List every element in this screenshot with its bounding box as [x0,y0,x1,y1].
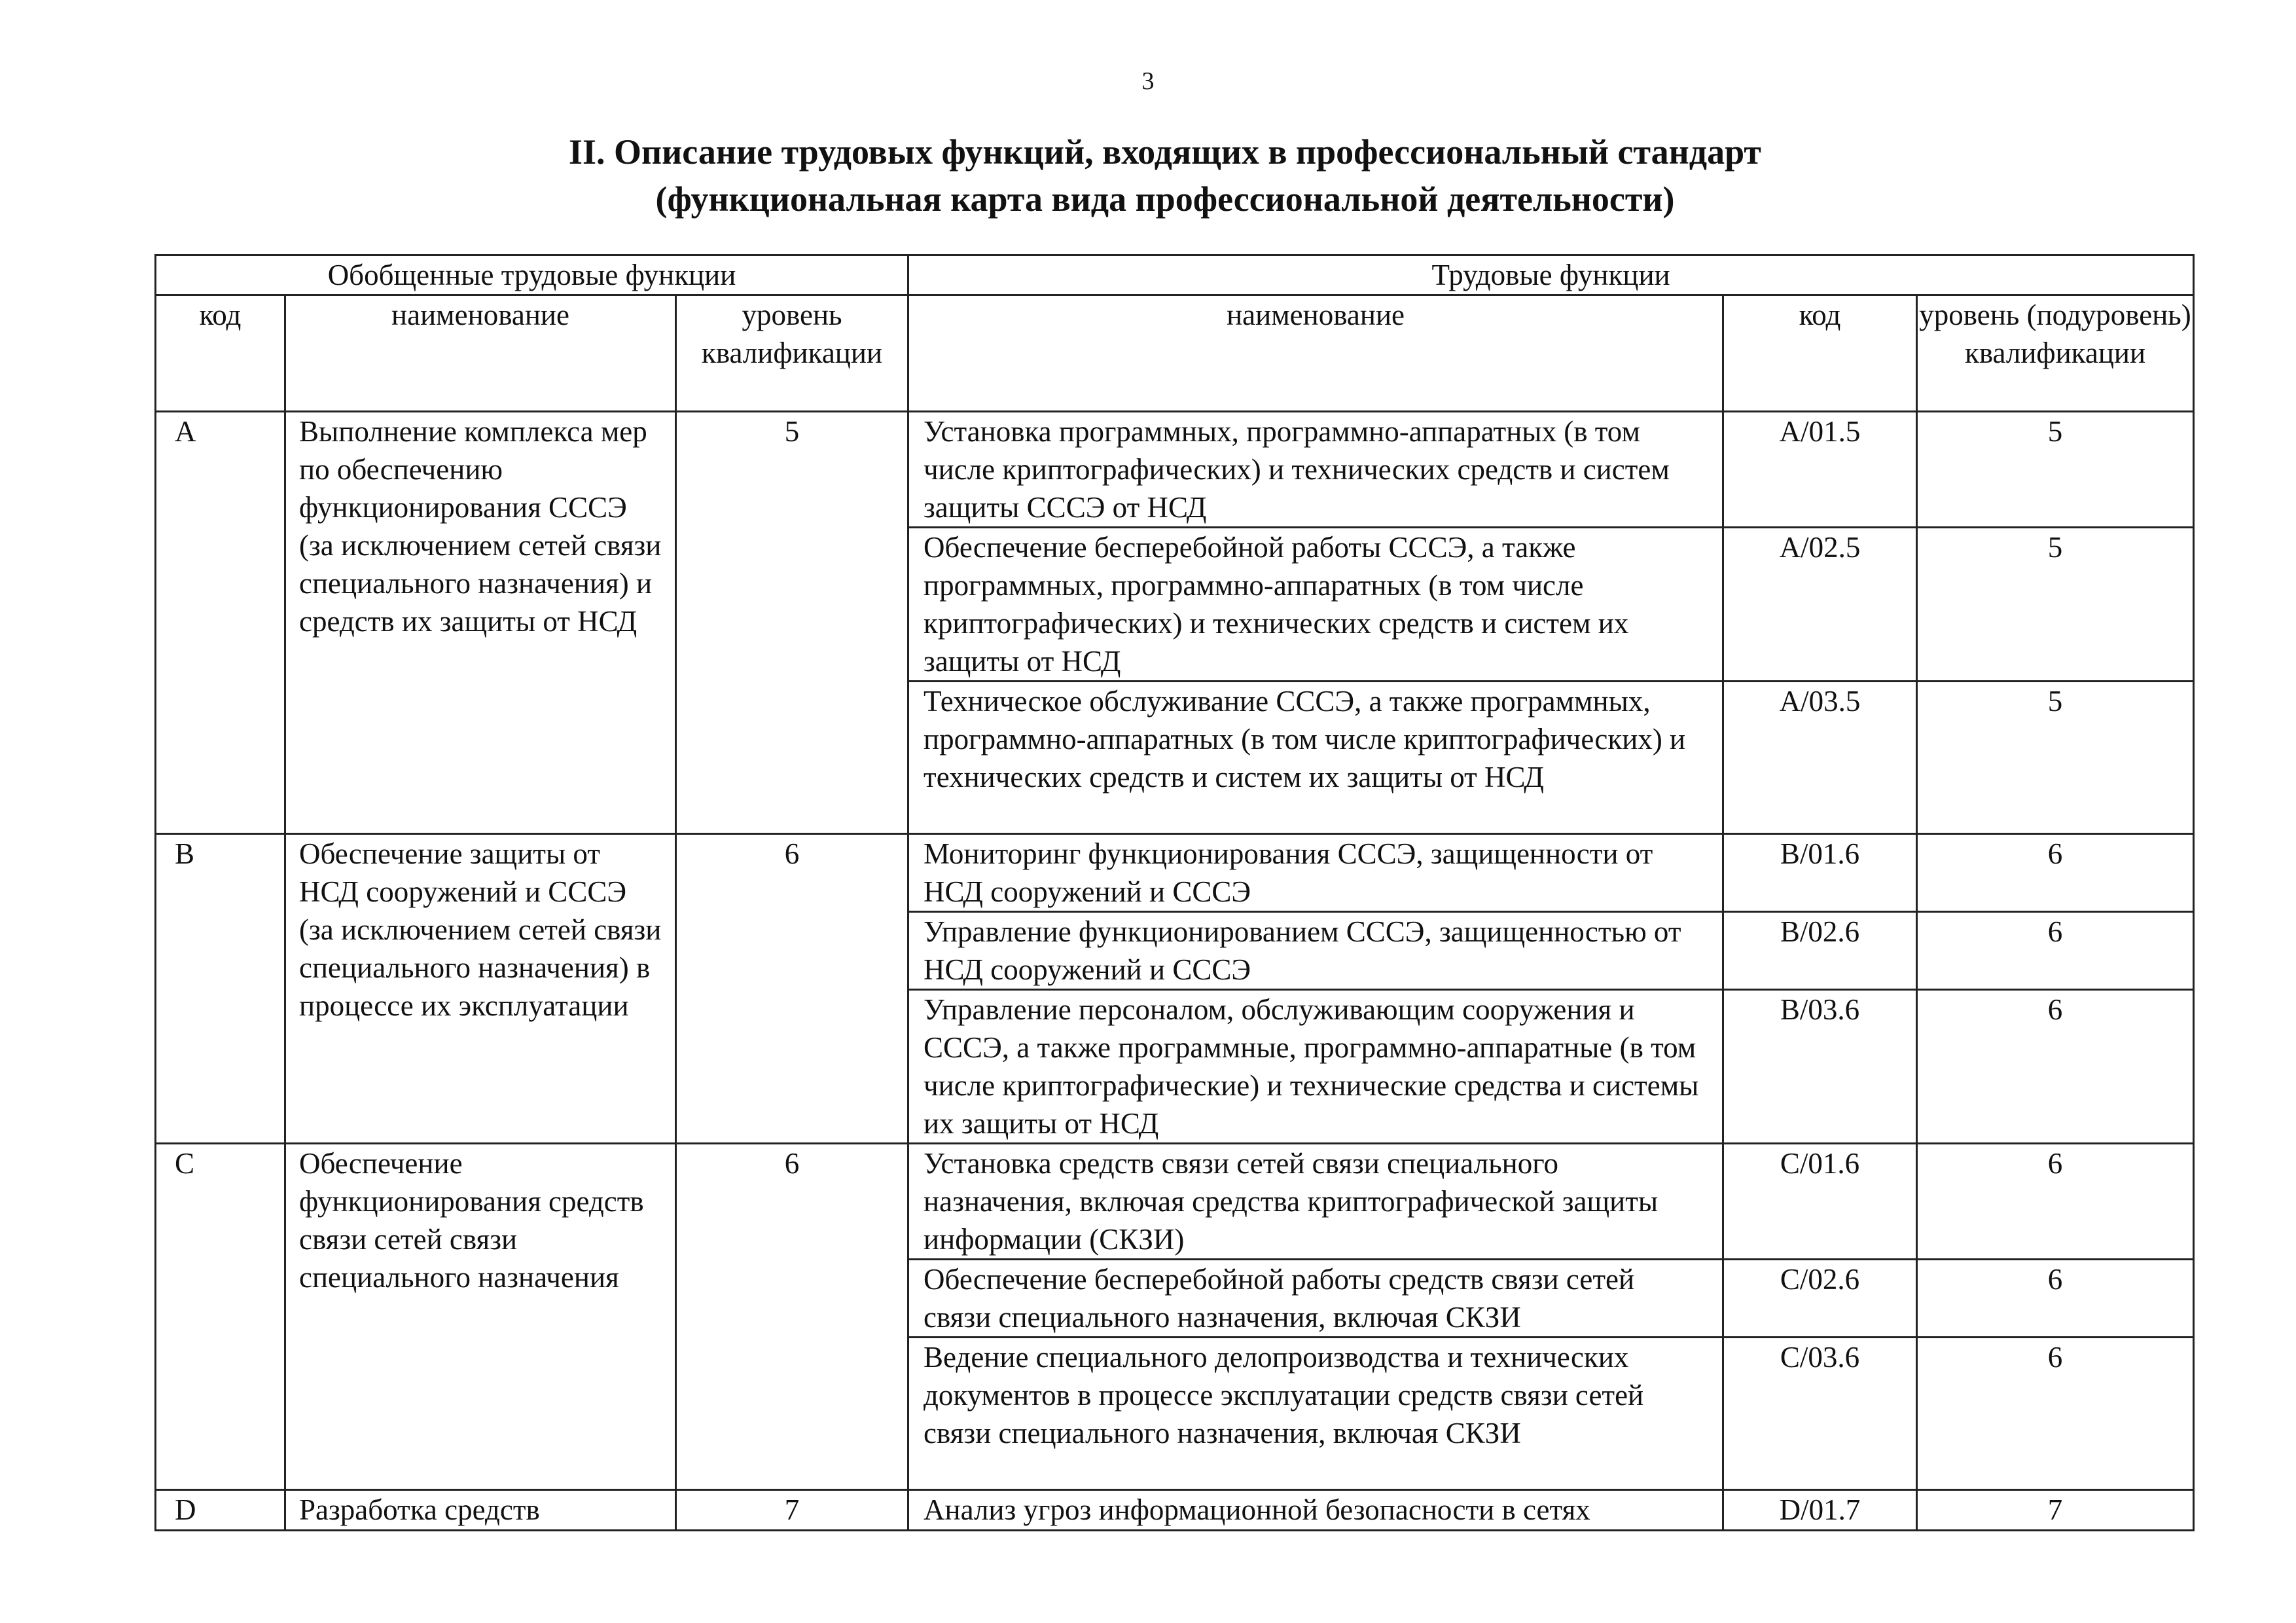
column-header-function-code: код [1723,295,1917,412]
header-labor-functions: Трудовые функции [908,255,2194,295]
group-code: A [156,412,285,834]
function-name: Анализ угроз информационной безопасности в сетях [908,1490,1723,1531]
function-code: A/03.5 [1723,682,1917,834]
table-row [156,412,2194,528]
table-row [156,1144,2194,1260]
table-row [156,1490,2194,1531]
function-code: C/03.6 [1723,1338,1917,1490]
section-title [0,128,2296,223]
function-code: C/02.6 [1723,1260,1917,1338]
column-header-function-name: наименование [908,295,1723,412]
function-name: Ведение специального делопроизводства и технических документов в процессе эксплуатации средств связи сетей связи специального назначения, включая СКЗИ [908,1338,1723,1490]
group-code: C [156,1144,285,1490]
function-name: Установка программных, программно-аппаратных (в том числе криптографических) и технических средств и систем защиты СССЭ от НСД [908,412,1723,528]
function-name: Обеспечение бесперебойной работы СССЭ, а также программных, программно-аппаратных (в том числе криптографических) и технических средств и систем их защиты от НСД [908,528,1723,682]
function-code: B/01.6 [1723,834,1917,912]
group-code: B [156,834,285,1144]
header-generalized-functions: Обобщенные трудовые функции [156,255,908,295]
function-code: A/02.5 [1723,528,1917,682]
page-number: 3 [1141,67,1155,95]
functional-map-table [154,254,2195,1531]
function-name: Обеспечение бесперебойной работы средств связи сетей связи специального назначения, включая СКЗИ [908,1260,1723,1338]
table-row [156,834,2194,912]
function-level: 6 [1917,834,2194,912]
function-code: B/03.6 [1723,990,1917,1144]
function-name: Управление персоналом, обслуживающим сооружения и СССЭ, а также программные, программно-аппаратные (в том числе криптографические) и технические средства и системы их защиты от НСД [908,990,1723,1144]
function-code: C/01.6 [1723,1144,1917,1260]
function-level: 7 [1917,1490,2194,1531]
group-level: 5 [676,412,908,834]
column-header-code: код [156,295,285,412]
section-title-line-1: II. Описание трудовых функций, входящих в профессиональный стандарт [569,132,1761,172]
function-level: 6 [1917,912,2194,990]
function-level: 6 [1917,1144,2194,1260]
column-header-level: уровень квалификации [676,295,908,412]
function-name: Управление функционированием СССЭ, защищенностью от НСД сооружений и СССЭ [908,912,1723,990]
function-level: 5 [1917,412,2194,528]
group-name: Выполнение комплекса мер по обеспечению функционирования СССЭ (за исключением сетей связи специального назначения) и средств их защиты от НСД [285,412,676,834]
group-level: 7 [676,1490,908,1531]
function-name: Установка средств связи сетей связи специального назначения, включая средства криптографической защиты информации (СКЗИ) [908,1144,1723,1260]
function-level: 6 [1917,1260,2194,1338]
function-level: 5 [1917,528,2194,682]
group-name: Разработка средств [285,1490,676,1531]
group-code: D [156,1490,285,1531]
function-code: D/01.7 [1723,1490,1917,1531]
group-name: Обеспечение защиты от НСД сооружений и СССЭ (за исключением сетей связи специального назначения) в процессе их эксплуатации [285,834,676,1144]
function-level: 6 [1917,990,2194,1144]
function-name: Техническое обслуживание СССЭ, а также программных, программно-аппаратных (в том числе криптографических) и технических средств и систем их защиты от НСД [908,682,1723,834]
column-header-function-level: уровень (подуровень) квалификации [1917,295,2194,412]
section-title-line-2: (функциональная карта вида профессиональной деятельности) [655,179,1675,219]
function-level: 5 [1917,682,2194,834]
group-level: 6 [676,1144,908,1490]
column-header-name: наименование [285,295,676,412]
function-name: Мониторинг функционирования СССЭ, защищенности от НСД сооружений и СССЭ [908,834,1723,912]
group-name: Обеспечение функционирования средств связи сетей связи специального назначения [285,1144,676,1490]
function-code: A/01.5 [1723,412,1917,528]
group-level: 6 [676,834,908,1144]
function-code: B/02.6 [1723,912,1917,990]
function-level: 6 [1917,1338,2194,1490]
